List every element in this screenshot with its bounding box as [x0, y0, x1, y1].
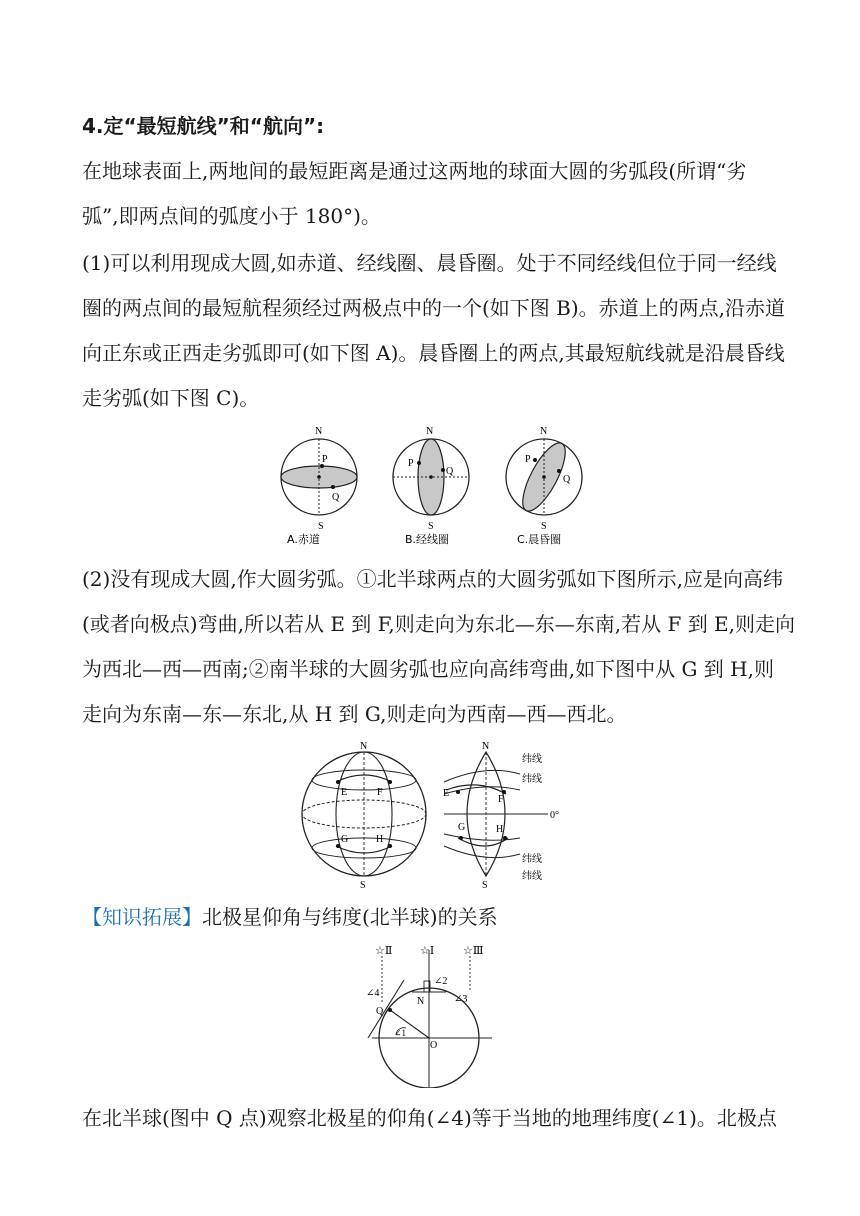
star-2-label: ☆Ⅱ [375, 945, 393, 957]
globe-c-s-label: S [541, 521, 547, 532]
angle-2-label: ∠2 [434, 976, 448, 987]
latline-label-4: 纬线 [522, 871, 542, 882]
great-circle-arc-figure [298, 738, 570, 890]
globe-b-s-label: S [428, 521, 434, 532]
caption-b: B.经线圈 [405, 533, 450, 546]
arc-proj-h-label: H [496, 824, 504, 835]
arc-proj-n-label: N [482, 741, 490, 752]
angle-1-label: ∠1 [394, 1028, 407, 1038]
globe-c-q-label: Q [563, 474, 571, 485]
point-q-label: Q [376, 1006, 384, 1017]
arc-globe [302, 741, 426, 890]
arc-proj-s-label: S [482, 880, 488, 890]
globe-b-n-label: N [426, 426, 434, 437]
globe-b-p-label: P [408, 458, 414, 469]
arc-proj-zero-label: 0° [550, 810, 559, 821]
star-1-label: ☆Ⅰ [420, 945, 435, 957]
globe-a-p-label: P [322, 454, 328, 465]
globe-a-q-label: Q [332, 492, 340, 503]
para2-line-1: (2)没有现成大圆,作大圆劣弧。①北半球两点的大圆劣弧如下图所示,应是向高纬 [82, 567, 784, 591]
globe-terminator [506, 426, 582, 546]
arc-projection [443, 741, 559, 890]
arc-globe-e-label: E [341, 787, 348, 798]
intro-line-2: 弧”,即两点间的弧度小于 180°)。 [82, 204, 381, 228]
arc-globe-h-label: H [376, 834, 384, 845]
globe-meridian [393, 426, 469, 546]
arc-proj-g-label: G [458, 822, 466, 833]
polaris-elevation-figure [362, 940, 502, 1088]
knowledge-tag: 【知识拓展】 [82, 905, 202, 929]
globe-b-q-label: Q [446, 466, 454, 477]
knowledge-line [82, 903, 498, 931]
latline-label-1: 纬线 [522, 754, 542, 765]
arc-proj-f-label: F [498, 794, 504, 805]
point-o-label: O [430, 1040, 438, 1051]
section-heading: 4.定“最短航线”和“航向”: [82, 114, 325, 138]
great-circle-figure [276, 422, 586, 548]
globe-c-p-label: P [525, 454, 531, 465]
point-n-label: N [417, 996, 425, 1007]
para2-line-2: (或者向极点)弯曲,所以若从 E 到 F,则走向为东北—东—东南,若从 F 到 E,则走向 [82, 612, 796, 636]
para1-line-1: (1)可以利用现成大圆,如赤道、经线圈、晨昏圈。处于不同经线但位于同一经线 [82, 251, 777, 275]
globe-a-n-label: N [315, 426, 323, 437]
para1-line-3: 向正东或正西走劣弧即可(如下图 A)。晨昏圈上的两点,其最短航线就是沿晨昏线 [82, 341, 785, 365]
para3-line-1: 在北半球(图中 Q 点)观察北极星的仰角(∠4)等于当地的地理纬度(∠1)。北极点 [82, 1106, 777, 1130]
latline-label-2: 纬线 [522, 774, 542, 785]
angle-3-label: ∠3 [454, 994, 468, 1005]
star-3-label: ☆Ⅲ [463, 945, 484, 957]
caption-a: A.赤道 [287, 533, 320, 546]
globe-equator [281, 426, 357, 546]
arc-globe-s-label: S [360, 880, 366, 890]
caption-c: C.晨昏圈 [517, 533, 562, 546]
arc-proj-e-label: E [443, 788, 450, 799]
intro-line-1: 在地球表面上,两地间的最短距离是通过这两地的球面大圆的劣弧段(所谓“劣 [82, 159, 747, 183]
para1-line-4: 走劣弧(如下图 C)。 [82, 386, 260, 410]
globe-a-s-label: S [318, 521, 324, 532]
globe-c-n-label: N [540, 426, 548, 437]
arc-globe-f-label: F [377, 787, 383, 798]
arc-globe-g-label: G [341, 834, 349, 845]
angle-4-label: ∠4 [366, 988, 380, 999]
para1-line-2: 圈的两点间的最短航程须经过两极点中的一个(如下图 B)。赤道上的两点,沿赤道 [82, 296, 786, 320]
para2-line-3: 为西北—西—西南;②南半球的大圆劣弧也应向高纬弯曲,如下图中从 G 到 H,则 [82, 657, 774, 681]
knowledge-title: 北极星仰角与纬度(北半球)的关系 [202, 905, 498, 929]
para2-line-4: 走向为东南—东—东北,从 H 到 G,则走向为西南—西—西北。 [82, 702, 627, 726]
arc-globe-n-label: N [360, 741, 368, 752]
latline-label-3: 纬线 [522, 854, 542, 865]
